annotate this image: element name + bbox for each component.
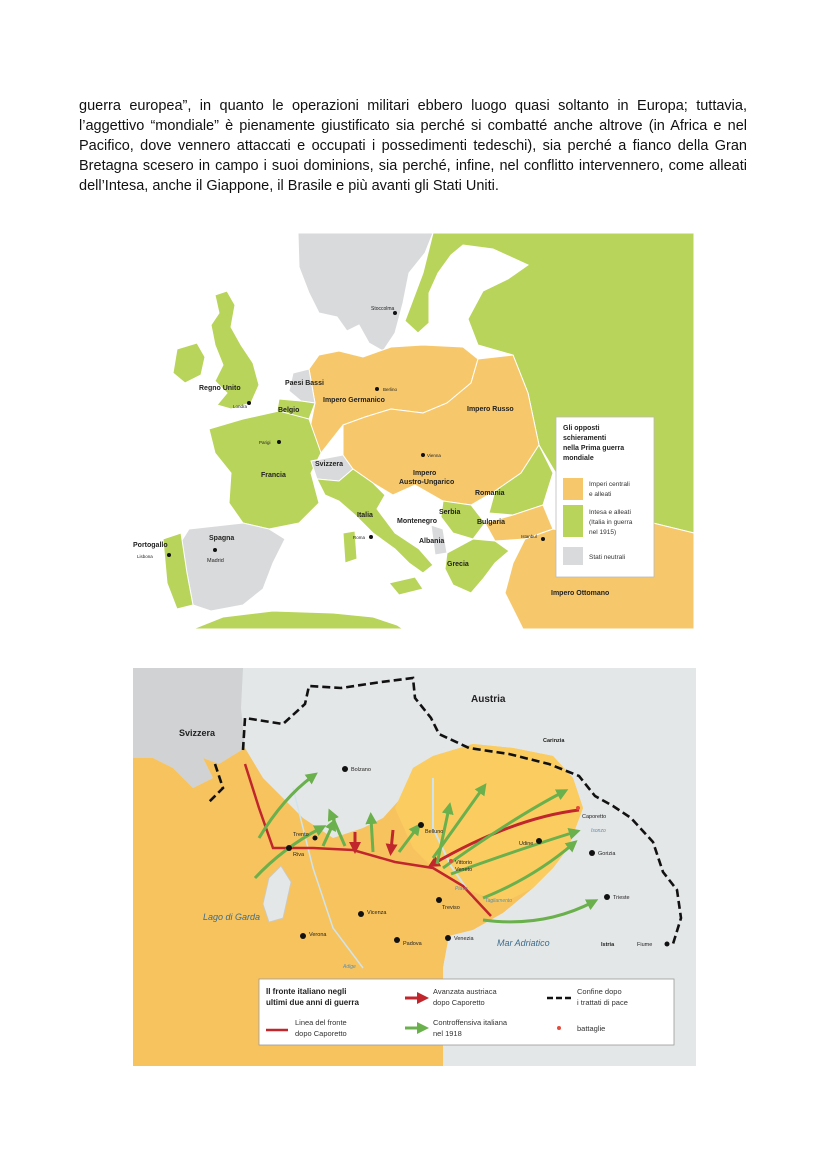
label-belgio: Belgio <box>278 407 300 414</box>
legend2-battle-swatch <box>557 1026 561 1030</box>
city-dot <box>665 942 670 947</box>
city-dot <box>421 453 425 457</box>
legend-swatch-central <box>563 478 583 500</box>
city-dot <box>541 537 545 541</box>
label-mar-adriatico: Mar Adriatico <box>497 938 550 948</box>
legend2-italian-text: nel 1918 <box>433 1029 462 1038</box>
legend2-border-text: Confine dopo <box>577 987 622 996</box>
legend2-title-line: ultimi due anni di guerra <box>266 998 359 1007</box>
label-londra: Londra <box>233 404 248 409</box>
label-adige: Adige <box>343 964 356 970</box>
legend-title-line: nella Prima guerra <box>563 445 625 452</box>
map2-legend <box>259 979 674 1045</box>
legend2-front-line-text: Linea del fronte <box>295 1018 347 1027</box>
legend-title-line: Gli opposti <box>563 425 600 432</box>
city-dot <box>436 897 442 903</box>
label-parigi: Parigi <box>259 440 271 445</box>
city-dot <box>313 836 318 841</box>
label-vittorio-veneto: Vittorio <box>455 860 473 866</box>
label-impero-au-1: Impero <box>413 470 437 477</box>
label-lisbona: Lisbona <box>137 554 153 559</box>
legend2-italian-text: Controffensiva italiana <box>433 1018 508 1027</box>
label-impero-germanico: Impero Germanico <box>323 397 385 404</box>
city-dot <box>536 838 542 844</box>
city-dot <box>286 845 292 851</box>
label-carinzia: Carinzia <box>543 738 565 744</box>
label-impero-russo: Impero Russo <box>467 406 514 413</box>
city-dot <box>300 933 306 939</box>
label-padova: Padova <box>403 941 422 947</box>
label-trento: Trento <box>293 832 309 838</box>
label-venezia: Venezia <box>454 936 474 942</box>
legend-central-text: e alleati <box>589 491 612 498</box>
legend2-border-text: i trattati di pace <box>577 998 628 1007</box>
city-dot <box>604 894 610 900</box>
label-spagna: Spagna <box>209 535 235 542</box>
label-trieste: Trieste <box>613 895 630 901</box>
label-montenegro: Montenegro <box>397 518 438 525</box>
label-fiume: Fiume <box>637 942 653 948</box>
label-treviso: Treviso <box>442 905 460 911</box>
city-dot <box>418 822 424 828</box>
city-dot <box>369 535 373 539</box>
label-regno-unito: Regno Unito <box>199 385 241 392</box>
city-dot <box>375 387 379 391</box>
label-tagliamento: Tagliamento <box>485 898 513 904</box>
city-dot <box>358 911 364 917</box>
label-madrid: Madrid <box>207 558 224 564</box>
label-romania: Romania <box>475 490 505 497</box>
label-udine: Udine <box>519 841 534 847</box>
label-austria: Austria <box>471 694 506 705</box>
label-vicenza: Vicenza <box>367 910 387 916</box>
label-berlino: Berlino <box>383 387 398 392</box>
label-piave: Piave <box>455 886 468 892</box>
legend-swatch-entente <box>563 505 583 537</box>
legend-neutral-text: Stati neutrali <box>589 554 626 561</box>
battle-dot <box>449 859 453 863</box>
city-dot <box>342 766 348 772</box>
city-dot <box>213 548 217 552</box>
europe-alliances-map <box>133 233 694 629</box>
legend-entente-text: (Italia in guerra <box>589 519 633 526</box>
label-svizzera: Svizzera <box>179 728 216 738</box>
legend2-front-line-text: dopo Caporetto <box>295 1029 347 1038</box>
legend-central-text: Imperi centrali <box>589 481 630 488</box>
label-istria: Istria <box>601 942 615 948</box>
legend2-austrian-text: Avanzata austriaca <box>433 987 497 996</box>
italian-front-map <box>133 668 696 1066</box>
label-lago-di-garda: Lago di Garda <box>203 912 261 922</box>
label-riva: Riva <box>293 852 305 858</box>
label-gorizia: Gorizia <box>598 851 616 857</box>
city-dot <box>589 850 595 856</box>
label-roma: Roma <box>353 535 366 540</box>
label-portogallo: Portogallo <box>133 542 168 549</box>
city-dot <box>445 935 451 941</box>
city-dot <box>277 440 281 444</box>
label-vienna: Vienna <box>427 453 441 458</box>
label-italia: Italia <box>357 512 373 519</box>
map1-legend <box>556 417 654 577</box>
label-stoccolma: Stoccolma <box>371 306 395 312</box>
label-francia: Francia <box>261 472 286 479</box>
italian-arrow <box>371 818 373 852</box>
legend-swatch-neutral <box>563 547 583 565</box>
legend-entente-text: Intesa e alleati <box>589 509 631 516</box>
legend-entente-text: nel 1915) <box>589 529 617 536</box>
label-svizzera: Svizzera <box>315 461 344 468</box>
label-verona: Verona <box>309 932 327 938</box>
label-bolzano: Bolzano <box>351 767 371 773</box>
label-albania: Albania <box>419 538 445 545</box>
label-belluno: Belluno <box>425 829 444 835</box>
label-serbia: Serbia <box>439 509 461 516</box>
label-impero-au-2: Austro-Ungarico <box>399 479 455 486</box>
city-dot <box>394 937 400 943</box>
austrian-arrow <box>391 830 393 850</box>
city-dot <box>247 401 251 405</box>
city-dot <box>393 311 397 315</box>
label-grecia: Grecia <box>447 561 469 568</box>
battle-dot <box>576 806 580 810</box>
legend2-austrian-text: dopo Caporetto <box>433 998 485 1007</box>
label-bulgaria: Bulgaria <box>477 519 506 526</box>
city-dot <box>167 553 171 557</box>
label-impero-ottomano: Impero Ottomano <box>551 590 610 597</box>
label-isonzo: Isonzo <box>591 828 606 834</box>
legend2-battles-text: battaglie <box>577 1024 606 1033</box>
body-paragraph: guerra europea”, in quanto le operazioni militari ebbero luogo quasi soltanto in Europa; tuttavia, l’aggettivo “mondiale” è pienamente giustificato sia perché si combatté anche altrove (in Africa e nel Pacifico, dove vennero attaccati e occupati i possedimenti tedeschi), sia perché a fianco della Gran Bretagna scesero in campo i suoi dominions, sia perché, infine, nel conflitto intervennero, come alleati dell’Intesa, anche il Giappone, il Brasile e più avanti gli Stati Uniti. <box>79 98 747 194</box>
legend-title-line: schieramenti <box>563 435 607 442</box>
label-vittorio-veneto: Veneto <box>455 867 473 873</box>
legend2-title-line: Il fronte italiano negli <box>266 987 347 996</box>
label-caporetto: Caporetto <box>582 814 607 820</box>
label-istanbul: Istanbul <box>521 534 537 539</box>
label-paesi-bassi: Paesi Bassi <box>285 380 324 387</box>
legend-title-line: mondiale <box>563 455 594 462</box>
